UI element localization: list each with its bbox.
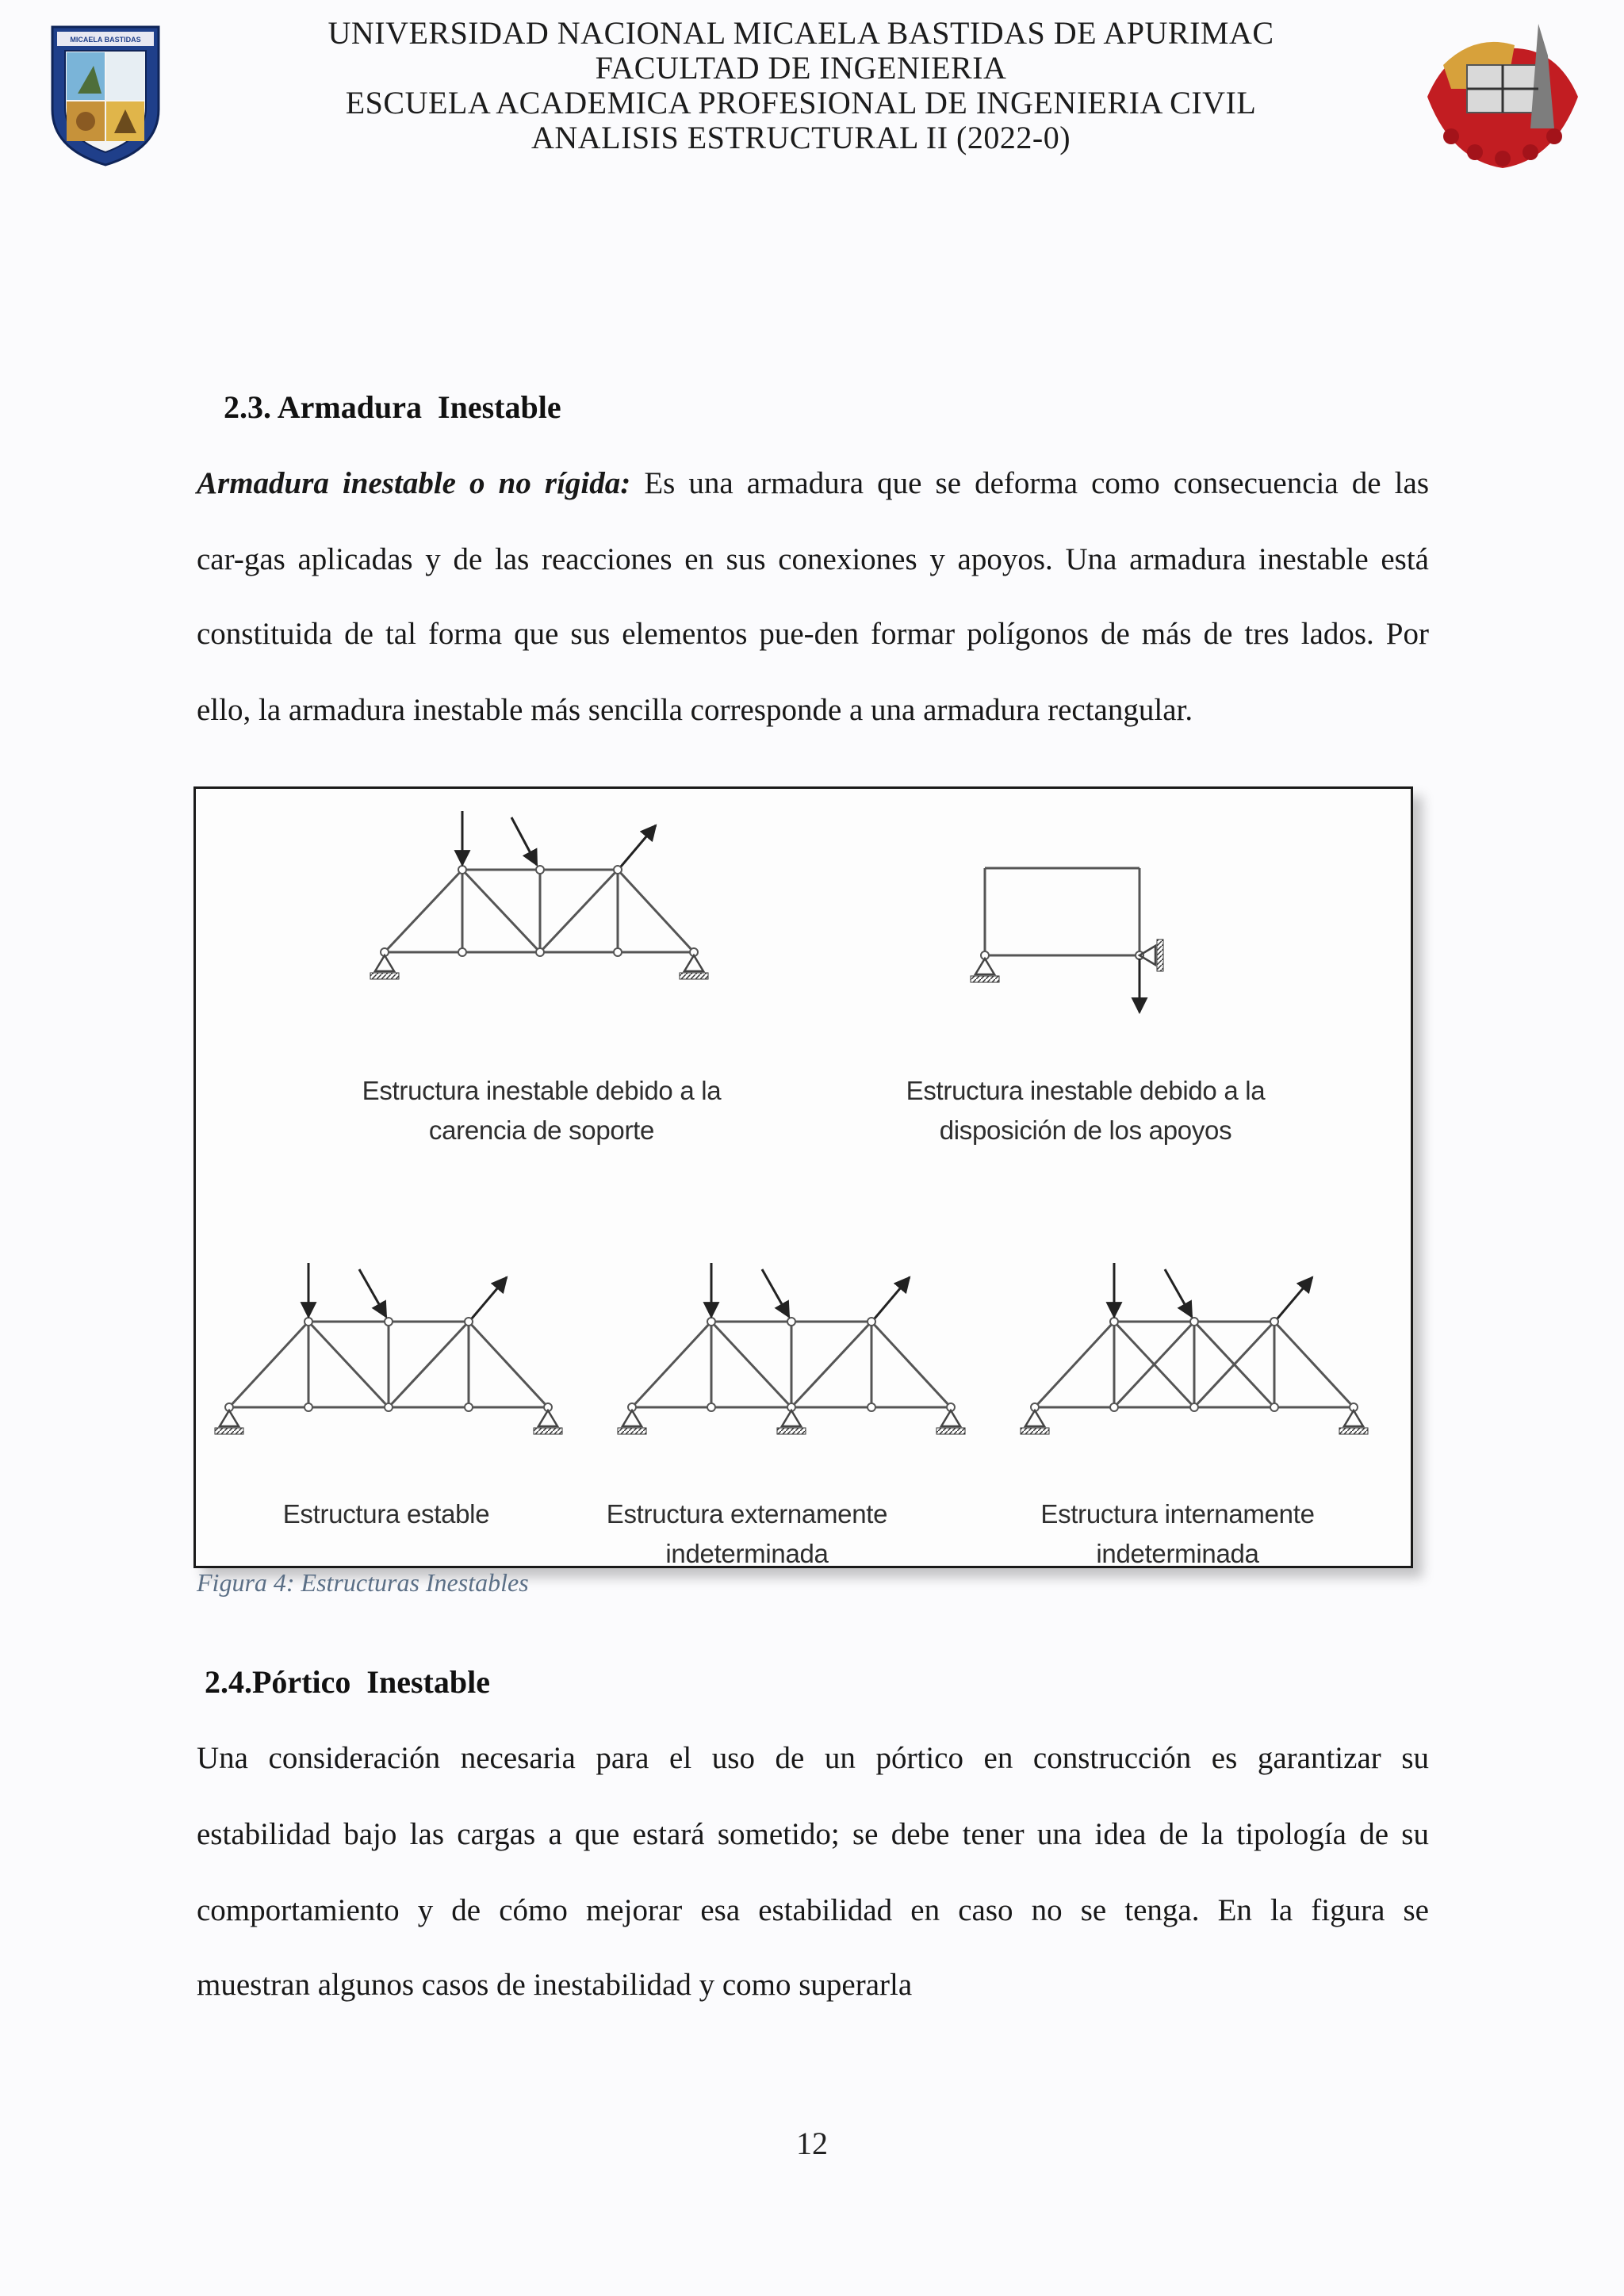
frame-unstable-support-arrangement	[985, 868, 1139, 955]
truss-unstable-lack-of-support	[385, 870, 694, 952]
label-externally-indeterminate: Estructura externamente indeterminada	[606, 1499, 888, 1568]
label-line: disposición de los apoyos	[939, 1115, 1232, 1145]
label-stable-structure: Estructura estable	[282, 1499, 490, 1529]
label-line: Estructura inestable debido a la	[362, 1076, 722, 1105]
header-school: ESCUELA ACADEMICA PROFESIONAL DE INGENIERIA CIVIL	[345, 85, 1257, 121]
paragraph-line-4: ello, la armadura inestable más sencilla corresponde a una armadura rectangular.	[197, 693, 1193, 727]
paragraph-line-3: constituida de tal forma que sus elementos pue-den formar polígonos de más de tres lados. Por	[197, 617, 1429, 651]
truss-diagrams	[196, 789, 1411, 1566]
section-heading-armadura-inestable: 2.3. Armadura Inestable	[224, 389, 561, 425]
paragraph-line-6: estabilidad bajo las cargas a que estará sometido; se debe tener una idea de la tipología de su	[197, 1817, 1429, 1851]
label-unstable-lack-of-support	[335, 1071, 748, 1150]
header-university: UNIVERSIDAD NACIONAL MICAELA BASTIDAS DE APURIMAC	[327, 15, 1274, 51]
paragraph-line-1	[197, 465, 1429, 503]
label-line: Estructura inestable debido a la	[906, 1076, 1266, 1105]
truss-externally-indeterminate	[632, 1322, 951, 1407]
paragraph-line-2: car-gas aplicadas y de las reacciones en sus conexiones y apoyos. Una armadura inestable está	[197, 542, 1429, 576]
figure-caption: Figura 4: Estructuras Inestables	[197, 1568, 529, 1597]
university-crest-logo	[46, 22, 165, 168]
faculty-crest-logo	[1419, 17, 1586, 179]
header-faculty: FACULTAD DE INGENIERIA	[595, 50, 1007, 86]
header-course: ANALISIS ESTRUCTURAL II (2022-0)	[530, 120, 1071, 155]
truss-internally-indeterminate	[1035, 1322, 1354, 1407]
definition-text: Es una armadura que se deforma como consecuencia de las	[630, 466, 1429, 500]
page-number: 12	[796, 2126, 828, 2161]
paragraph-line-7: comportamiento y de cómo mejorar esa estabilidad en caso no se tenga. En la figura se	[197, 1893, 1429, 1927]
section-heading-portico-inestable: 2.4.Pórtico Inestable	[205, 1664, 490, 1700]
paragraph-line-5: Una consideración necesaria para el uso de un pórtico en construcción es garantizar su	[197, 1741, 1429, 1775]
label-line: carencia de soporte	[428, 1115, 655, 1145]
paragraph-line-8: muestran algunos casos de inestabilidad y como superarla	[197, 1968, 913, 2002]
label-unstable-support-arrangement	[879, 1071, 1292, 1150]
definition-term: Armadura inestable o no rígida:	[197, 466, 631, 500]
label-internally-indeterminate: Estructura internamente indeterminada	[1040, 1499, 1315, 1568]
figure-unstable-structures	[193, 786, 1413, 1568]
logo-text: MICAELA BASTIDAS	[70, 36, 141, 44]
truss-stable	[229, 1322, 548, 1407]
